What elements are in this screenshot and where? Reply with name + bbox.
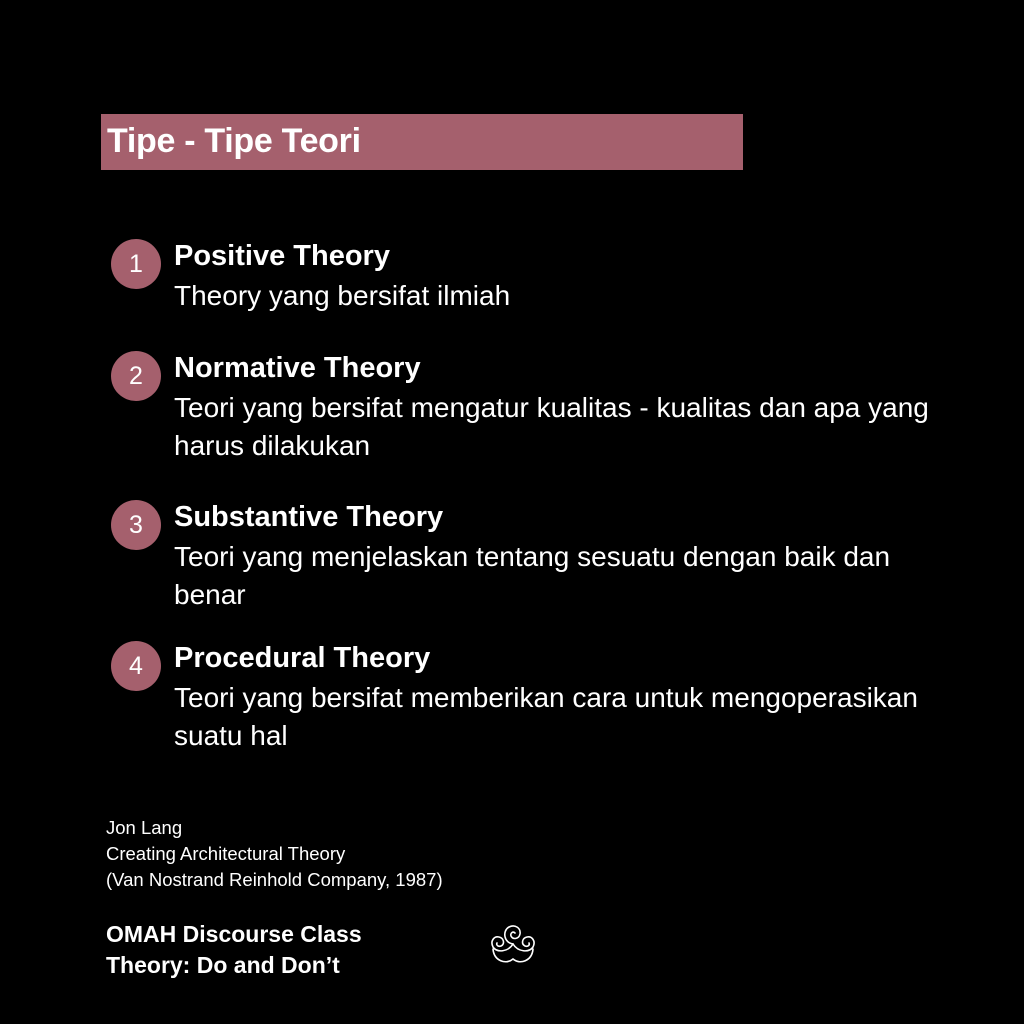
- reference-citation: [106, 815, 443, 893]
- brand-line-2: Theory: Do and Don’t: [106, 952, 340, 978]
- triskele-spiral-icon: [484, 919, 542, 971]
- brand-block: [106, 919, 362, 981]
- number-badge: 4: [111, 641, 161, 691]
- reference-publisher: (Van Nostrand Reinhold Company, 1987): [106, 869, 443, 890]
- number-badge: 3: [111, 500, 161, 550]
- item-title: Procedural Theory: [174, 642, 431, 674]
- item-description: Theory yang bersifat ilmiah: [174, 280, 511, 311]
- item-description: Teori yang bersifat memberikan cara untuk mengoperasikan suatu hal: [174, 682, 918, 751]
- item-title: Positive Theory: [174, 240, 390, 272]
- item-description: Teori yang menjelaskan tentang sesuatu dengan baik dan benar: [174, 541, 891, 610]
- page-title: Tipe - Tipe Teori: [107, 122, 361, 160]
- item-description: Teori yang bersifat mengatur kualitas - kualitas dan apa yang harus dilakukan: [174, 392, 929, 461]
- item-title: Normative Theory: [174, 352, 421, 384]
- reference-author: Jon Lang: [106, 817, 183, 838]
- title-banner: [101, 114, 743, 170]
- item-title: Substantive Theory: [174, 501, 444, 533]
- number-badge: 2: [111, 351, 161, 401]
- number-badge: 1: [111, 239, 161, 289]
- brand-line-1: OMAH Discourse Class: [106, 921, 362, 947]
- reference-book: Creating Architectural Theory: [106, 843, 346, 864]
